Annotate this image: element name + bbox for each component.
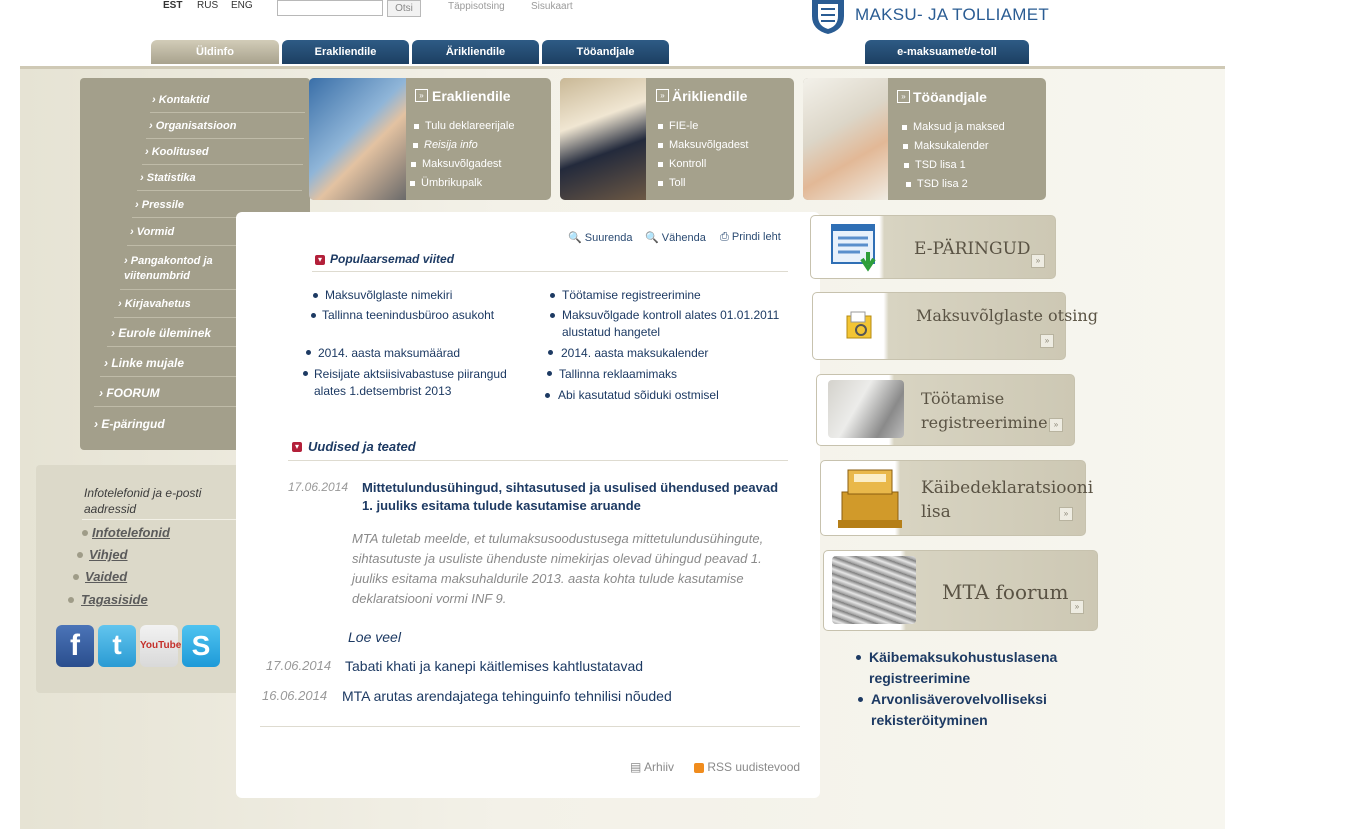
lang-est[interactable]: EST	[163, 0, 183, 11]
sidebar-item-kontaktid[interactable]: › Kontaktid	[152, 94, 210, 106]
sidebar-item-organisatsioon[interactable]: › Organisatsioon	[149, 120, 237, 132]
popular-link[interactable]: Reisijate aktsiisivabastuse piirangud alates 1.detsembrist 2013	[314, 367, 507, 398]
facebook-icon[interactable]: f	[56, 625, 94, 667]
sidebar-item-e-paringud[interactable]: › E-päringud	[94, 417, 165, 431]
popular-divider	[312, 271, 788, 272]
sitemap-link[interactable]: Sisukaart	[531, 1, 573, 12]
bullet-icon	[77, 552, 83, 558]
feature-link[interactable]: Ümbrikupalk	[421, 177, 483, 189]
feature-link[interactable]: Maksud ja maksed	[913, 121, 1005, 133]
chevron-right-icon: »	[1059, 507, 1073, 521]
sidebar-item-foorum[interactable]: › FOORUM	[99, 386, 160, 400]
arrow-icon: »	[656, 89, 669, 102]
twitter-icon[interactable]: t	[98, 625, 136, 667]
section-icon: ▾	[315, 255, 325, 265]
sidebar-item-koolitused[interactable]: › Koolitused	[145, 146, 209, 158]
news-date: 17.06.2014	[288, 480, 349, 494]
news-body: MTA tuletab meelde, et tulumaksusoodustusega mittetulundusühingute, sihtasutuste ja usuliste ühenduste nimekirjas olevad ühingud peavad 1. juuliks esitama maksuhaldurile 2013. aasta kohta tulude kasutamise deklaratsiooni vormi INF 9.	[352, 531, 764, 606]
search-button[interactable]: Otsi	[387, 0, 421, 17]
feature-link[interactable]: Kontroll	[669, 158, 707, 170]
popular-link[interactable]: 2014. aasta maksumäärad	[318, 346, 461, 360]
tab-erakliendile[interactable]: Erakliendile	[282, 40, 409, 64]
sidebar-item-statistika[interactable]: › Statistika	[140, 172, 196, 184]
news-item-link[interactable]: MTA arutas arendajatega tehinguinfo tehnilisi nõuded	[342, 688, 672, 704]
chevron-right-icon: »	[1070, 600, 1084, 614]
tab-tooandjale[interactable]: Tööandjale	[542, 40, 669, 64]
bullet-icon	[548, 350, 553, 355]
news-bottom-divider	[260, 726, 800, 727]
popular-link[interactable]: Tallinna teenindusbüroo asukoht	[322, 308, 495, 322]
news-date: 17.06.2014	[266, 658, 332, 673]
kaibedeklaratsiooni-lisa-label[interactable]: Käibedeklaratsiooni lisa	[921, 478, 1094, 522]
search-input[interactable]	[277, 0, 383, 16]
sidebar-item-pressile[interactable]: › Pressile	[135, 199, 184, 211]
bullet-icon	[68, 597, 74, 603]
arvonlisavero-link[interactable]: Arvonlisäverovelvolliseksi rekisteröityminen	[871, 691, 1047, 728]
zoom-out-button[interactable]: 🔍 Vähenda	[645, 232, 706, 244]
feature-title[interactable]: Tööandjale	[913, 89, 987, 105]
infotelefonid-link[interactable]: Infotelefonid	[92, 525, 170, 540]
lang-rus[interactable]: RUS	[197, 0, 219, 11]
mta-foorum-label[interactable]: MTA foorum	[942, 580, 1069, 604]
sidebar-divider	[137, 190, 302, 191]
advanced-search-link[interactable]: Täppisotsing	[448, 1, 505, 12]
feature-link[interactable]: Maksuvõlgadest	[422, 158, 502, 170]
bullet-icon	[303, 371, 308, 376]
site-logo[interactable]: MAKSU- JA TOLLIAMET	[855, 5, 1050, 24]
coat-of-arms-icon	[808, 0, 848, 34]
tootamise-registreerimine-label[interactable]: Töötamise registreerimine	[921, 389, 1048, 432]
youtube-icon[interactable]: YouTube	[140, 625, 178, 667]
feature-link[interactable]: Maksuvõlgadest	[669, 139, 749, 151]
feature-link[interactable]: TSD lisa 1	[915, 159, 966, 171]
feature-link[interactable]: Maksukalender	[914, 140, 989, 152]
magnifier-minus-icon: 🔍	[645, 232, 659, 244]
tab-e-maksuamet[interactable]: e-maksuamet/e-toll	[865, 40, 1029, 64]
popular-link[interactable]: Abi kasutatud sõiduki ostmisel	[558, 388, 719, 402]
bullet-icon	[550, 313, 555, 318]
print-button[interactable]: ⎙ Prindi leht	[720, 231, 781, 243]
zoom-in-button[interactable]: 🔍 Suurenda	[568, 232, 633, 244]
arrow-icon: »	[897, 90, 910, 103]
bullet-icon	[82, 530, 88, 536]
search-folder-icon	[843, 308, 875, 342]
info-box-title: Infotelefonid ja e-posti aadressid	[84, 486, 202, 516]
vaided-link[interactable]: Vaided	[85, 569, 128, 584]
e-paringud-label[interactable]: E-PÄRINGUD	[914, 239, 1031, 259]
news-date: 16.06.2014	[262, 688, 328, 703]
popular-links-title: Populaarsemad viited	[330, 252, 455, 266]
vihjed-link[interactable]: Vihjed	[89, 547, 128, 562]
popular-link[interactable]: 2014. aasta maksukalender	[561, 346, 709, 360]
chevron-right-icon: »	[1040, 334, 1054, 348]
skype-icon[interactable]: S	[182, 625, 220, 667]
feature-link[interactable]: TSD lisa 2	[917, 178, 968, 190]
sidebar-item-linke-mujale[interactable]: › Linke mujale	[104, 356, 185, 370]
news-item-link[interactable]: Tabati khati ja kanepi käitlemises kahtlustatavad	[345, 658, 644, 674]
rss-icon	[694, 763, 704, 773]
printer-icon: ⎙	[720, 231, 729, 243]
photo-hand-pen	[803, 78, 888, 200]
feature-link[interactable]: Reisija info	[424, 139, 478, 151]
bullet-icon	[306, 350, 311, 355]
bullet-icon	[550, 293, 555, 298]
bullet-icon	[73, 574, 79, 580]
sidebar-item-vormid[interactable]: › Vormid	[130, 226, 175, 238]
sidebar-item-pangakontod[interactable]: › Pangakontod ja viitenumbrid	[124, 255, 213, 282]
feature-link[interactable]: FIE-le	[669, 120, 699, 132]
rss-link[interactable]: RSS uudistevood	[694, 760, 800, 774]
bullet-icon	[856, 655, 861, 660]
popular-link[interactable]: Töötamise registreerimine	[562, 288, 701, 302]
photo-keyboard-hands	[832, 556, 916, 624]
feature-title[interactable]: Erakliendile	[432, 88, 511, 104]
cash-register-icon	[834, 464, 906, 530]
sidebar-divider	[146, 138, 304, 139]
sidebar-divider	[142, 164, 303, 165]
magnifier-plus-icon: 🔍	[568, 232, 582, 244]
section-icon: ▾	[292, 442, 302, 452]
news-section-title: Uudised ja teated	[308, 439, 416, 454]
archive-link[interactable]: ▤ Arhiiv	[630, 760, 675, 774]
tagasiside-link[interactable]: Tagasiside	[81, 592, 148, 607]
popular-link[interactable]: Maksuvõlgade kontroll alates 01.01.2011 alustatud hangetel	[562, 308, 780, 339]
bullet-icon	[313, 293, 318, 298]
info-divider	[82, 519, 242, 520]
chevron-right-icon: »	[1049, 418, 1063, 432]
tab-arikliendile[interactable]: Ärikliendile	[412, 40, 539, 64]
document-icon: ▤	[630, 760, 642, 774]
bullet-icon	[858, 697, 863, 702]
photo-office-worker	[828, 380, 904, 438]
photo-business-people	[560, 78, 646, 200]
arrow-icon: »	[415, 89, 428, 102]
feature-title[interactable]: Ärikliendile	[672, 88, 748, 104]
feature-link[interactable]: Toll	[669, 177, 686, 189]
chevron-right-icon: »	[1031, 254, 1045, 268]
lang-eng[interactable]: ENG	[231, 0, 253, 11]
sidebar-divider	[150, 112, 305, 113]
sidebar-item-kirjavahetus[interactable]: › Kirjavahetus	[118, 298, 191, 310]
bullet-icon	[547, 371, 552, 376]
popular-link[interactable]: Tallinna reklaamimaks	[559, 367, 678, 381]
bullet-icon	[311, 313, 316, 318]
read-more-link[interactable]: Loe veel	[348, 629, 401, 645]
list-download-icon	[830, 222, 882, 272]
tab-uldinfo[interactable]: Üldinfo	[151, 40, 279, 64]
photo-man-laptop	[309, 78, 406, 200]
news-divider	[288, 460, 788, 461]
maksuvolglaste-otsing-label[interactable]: Maksuvõlglaste otsing	[916, 306, 1098, 325]
bullet-icon	[545, 393, 550, 398]
kaibemaks-registreerimine-link[interactable]: Käibemaksukohustuslasena registreerimine	[869, 649, 1058, 686]
sidebar-item-eurole[interactable]: › Eurole üleminek	[111, 326, 212, 340]
news-headline[interactable]: Mittetulundusühingud, sihtasutused ja usulised ühendused peavad 1. juuliks esitama tulude kasutamise aruande	[362, 480, 779, 513]
feature-link[interactable]: Tulu deklareerijale	[425, 120, 515, 132]
popular-link[interactable]: Maksuvõlglaste nimekiri	[325, 288, 453, 302]
